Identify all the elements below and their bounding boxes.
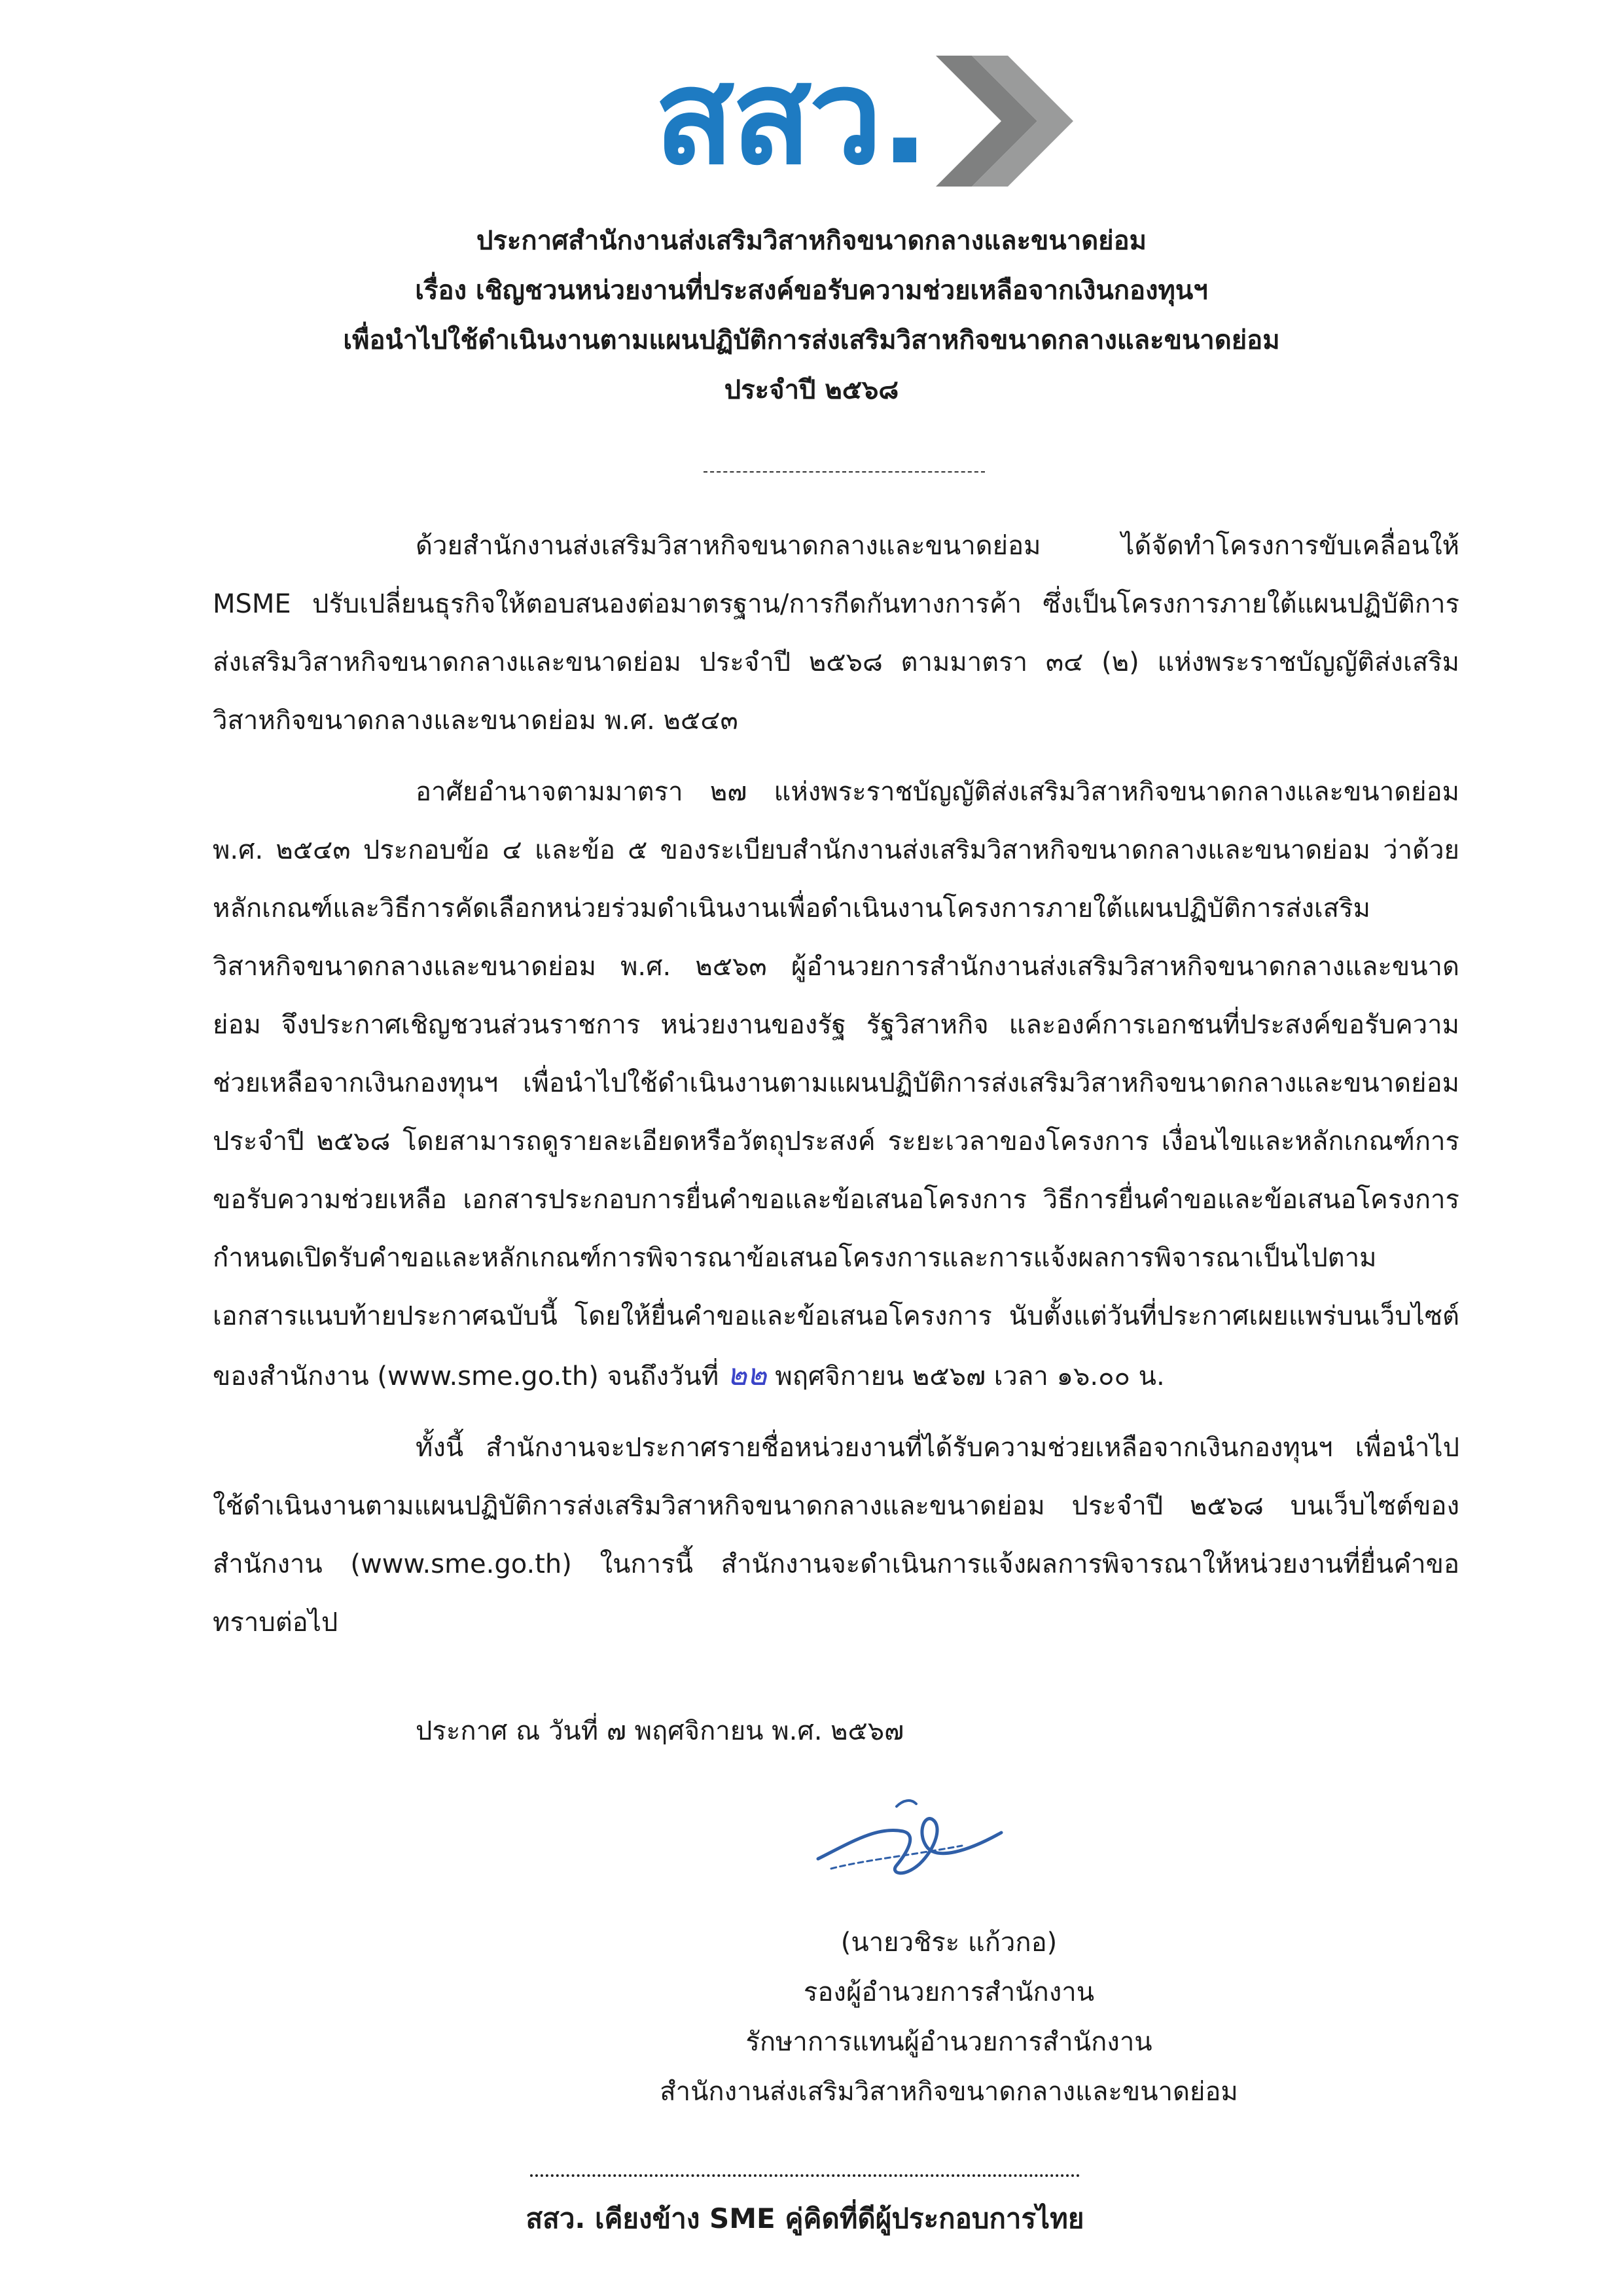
heading-line-1: ประกาศสำนักงานส่งเสริมวิสาหกิจขนาดกลางและขนาดย่อม: [476, 226, 1147, 256]
footer-slogan: สสว. เคียงข้าง SME คู่คิดที่ดีผู้ประกอบการไทย: [526, 2202, 1084, 2234]
footer-divider: [530, 2174, 1080, 2177]
heading-line-3: เพื่อนำไปใช้ดำเนินงานตามแผนปฏิบัติการส่งเสริมวิสาหกิจขนาดกลางและขนาดย่อม: [343, 325, 1280, 355]
announcement-body: [213, 517, 1459, 1652]
signer-name: (นายวชิระ แก้วกอ): [840, 1928, 1058, 1958]
paragraph-2-text: อาศัยอำนาจตามมาตรา ๒๗ แห่งพระราชบัญญัติส่งเสริมวิสาหกิจขนาดกลางและขนาดย่อม พ.ศ. ๒๕๔๓ ประกอบข้อ ๔ และข้อ ๕ ของระเบียบสำนักงานส่งเสริมวิสาหกิจขนาดกลางและขนาดย่อม ว่าด้วยหลักเกณฑ์และวิธีการคัดเลือกหน่วยร่วมดำเนินงานเพื่อดำเนินงานโครงการภายใต้แผนปฏิบัติการส่งเสริมวิสาหกิจขนาดกลางและขนาดย่อม พ.ศ. ๒๕๖๓ ผู้อำนวยการสำนักงานส่งเสริมวิสาหกิจขนาดกลางและขนาดย่อม จึงประกาศเชิญชวนส่วนราชการ หน่วยงานของรัฐ รัฐวิสาหกิจ และองค์การเอกชนที่ประสงค์ขอรับความ ช่วยเหลือจากเงินกองทุนฯ เพื่อนำไปใช้ดำเนินงานตามแผนปฏิบัติการส่งเสริมวิสาหกิจขนาดกลางและขนาดย่อม ประจำปี ๒๕๖๘ โดยสามารถดูรายละเอียดหรือวัตถุประสงค์ ระยะเวลาของโครงการ เงื่อนไขและหลักเกณฑ์การขอรับความช่วยเหลือ เอกสารประกอบการยื่นคำขอและข้อเสนอโครงการ วิธีการยื่นคำขอและข้อเสนอโครงการ กำหนดเปิดรับคำขอและหลักเกณฑ์การพิจารณาข้อเสนอโครงการและการแจ้งผลการพิจารณาเป็นไปตามเอกสารแนบท้ายประกาศฉบับนี้ โดยให้ยื่นคำขอและข้อเสนอโครงการ นับตั้งแต่วันที่ประกาศเผยแพร่บนเว็บไซต์ของสำนักงาน (www.sme.go.th) จนถึงวันที่: [213, 777, 1459, 1391]
heading-line-4: ประจำปี ๒๕๖๘: [724, 375, 899, 405]
announcement-date: ประกาศ ณ วันที่ ๗ พฤศจิกายน พ.ศ. ๒๕๖๗: [416, 1716, 904, 1746]
signer-acting-position: รักษาการแทนผู้อำนวยการสำนักงาน: [745, 2027, 1152, 2057]
sme-logo: [654, 41, 1073, 194]
logo-wordmark: สสว.: [654, 41, 927, 194]
paragraph-3: ทั้งนี้ สำนักงานจะประกาศรายชื่อหน่วยงานที่ได้รับความช่วยเหลือจากเงินกองทุนฯ เพื่อนำไปใช้ดำเนินงานตามแผนปฏิบัติการส่งเสริมวิสาหกิจขนาดกลางและขนาดย่อม ประจำปี ๒๕๖๘ บนเว็บไซต์ของสำนักงาน (www.sme.go.th) ในการนี้ สำนักงานจะดำเนินการแจ้งผลการพิจารณาให้หน่วยงานที่ยื่นคำขอทราบต่อไป: [213, 1433, 1459, 1638]
paragraph-1: ด้วยสำนักงานส่งเสริมวิสาหกิจขนาดกลางและขนาดย่อม ได้จัดทำโครงการขับเคลื่อนให้ MSME ปรับเปลี่ยนธุรกิจให้ตอบสนองต่อมาตรฐาน/การกีดกันทางการค้า ซึ่งเป็นโครงการภายใต้แผนปฏิบัติการส่งเสริมวิสาหกิจขนาดกลางและขนาดย่อม ประจำปี ๒๕๖๘ ตามมาตรา ๓๔ (๒) แห่งพระราชบัญญัติส่งเสริมวิสาหกิจขนาดกลางและขนาดย่อม พ.ศ. ๒๕๔๓: [213, 531, 1460, 736]
paragraph-2: [213, 763, 1459, 1406]
handwritten-day: ๒๒: [726, 1357, 767, 1392]
announcement-heading: [157, 216, 1466, 415]
heading-line-2: เรื่อง เชิญชวนหน่วยงานที่ประสงค์ขอรับความช่วยเหลือจากเงินกองทุนฯ: [415, 276, 1208, 306]
heading-divider: [704, 471, 985, 473]
paragraph-2-tail: พฤศจิกายน ๒๕๖๗ เวลา ๑๖.๐๐ น.: [775, 1361, 1165, 1391]
signer-block: [589, 1918, 1309, 2117]
handwritten-signature: [805, 1780, 1014, 1885]
double-chevron-right-icon: [936, 56, 1073, 187]
signer-organization: สำนักงานส่งเสริมวิสาหกิจขนาดกลางและขนาดย่อม: [660, 2077, 1238, 2107]
signer-position: รองผู้อำนวยการสำนักงาน: [803, 1977, 1095, 2007]
